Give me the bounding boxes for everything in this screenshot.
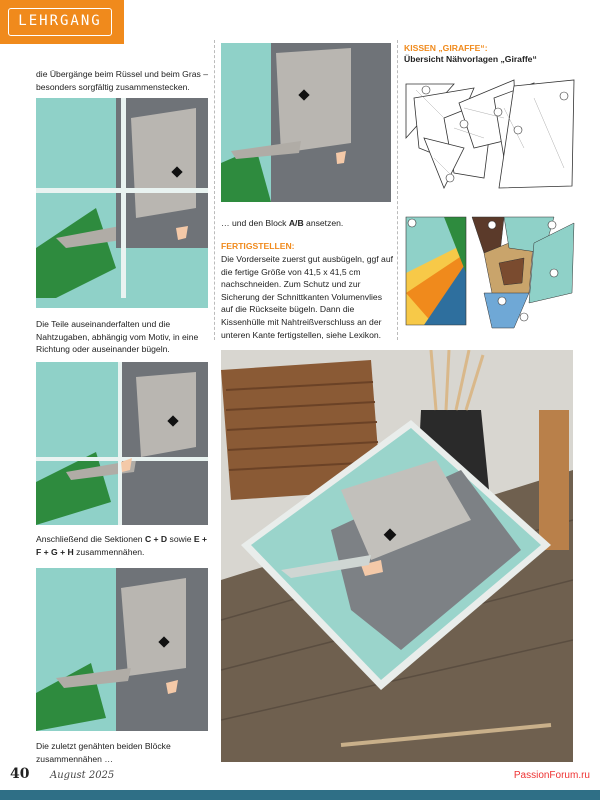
column-divider (397, 40, 398, 340)
caption-step-3-sections-2: E + F + G + H (36, 534, 208, 557)
page-number: 40 (10, 766, 30, 782)
caption-step-5 (221, 217, 393, 230)
giraffe-pattern-colored (404, 213, 576, 333)
photo-elephant-step-5 (221, 43, 391, 202)
caption-step-4: Die zuletzt genähten beiden Blöcke zusammennähen … (36, 741, 171, 764)
issue-date: August 2025 (50, 770, 115, 781)
giraffe-subtitle: Übersicht Nähvorlagen „Giraffe“ (404, 54, 537, 64)
caption-step-3-text-3: zusammennähen. (73, 546, 145, 557)
caption-step-2: Die Teile auseinanderfalten und die Nahtzugaben, abhängig vom Motiv, in eine Richtung oder auseinander bügeln. (36, 319, 199, 355)
column-divider (214, 40, 215, 340)
photo-finished-cushion (221, 350, 573, 762)
giraffe-heading (404, 43, 537, 65)
footer-stripe (0, 790, 600, 800)
caption-step-5-text-2: ansetzen. (303, 218, 344, 228)
photo-elephant-step-3 (36, 568, 208, 731)
caption-step-3 (36, 533, 208, 558)
source-credit: PassionForum.ru (513, 770, 590, 781)
caption-step-3-text-2: sowie (167, 534, 194, 544)
photo-elephant-step-2 (36, 362, 208, 525)
caption-step-1: die Übergänge beim Rüssel und beim Gras – besonders sorgfältig zusammenstecken. (36, 69, 208, 92)
caption-step-3-sections-1: C + D (144, 534, 168, 544)
caption-step-5-block: A/B (288, 218, 304, 228)
caption-step-3-text: Anschließend die Sektionen (36, 534, 145, 544)
giraffe-title: KISSEN „GIRAFFE“: (404, 43, 488, 53)
section-tag-label: LEHRGANG (8, 8, 112, 36)
section-tag (0, 0, 124, 44)
photo-elephant-step-1 (36, 98, 208, 308)
finishing-body: Die Vorderseite zuerst gut ausbügeln, ggf auf die fertige Größe von 41,5 x 41,5 cm nachschneiden. Zum Schutz und zur Sicherung der Schnittkanten Volumenvlies auf die Rückseite bügeln. Dann die Kissenhülle mit Nahtreißverschluss an der unteren Kante fertigstellen, siehe Lexikon. (221, 254, 393, 340)
caption-step-5-text: … und den Block (221, 218, 289, 228)
giraffe-pattern-outlines (404, 78, 576, 194)
finishing-heading: FERTIGSTELLEN: (221, 241, 295, 251)
